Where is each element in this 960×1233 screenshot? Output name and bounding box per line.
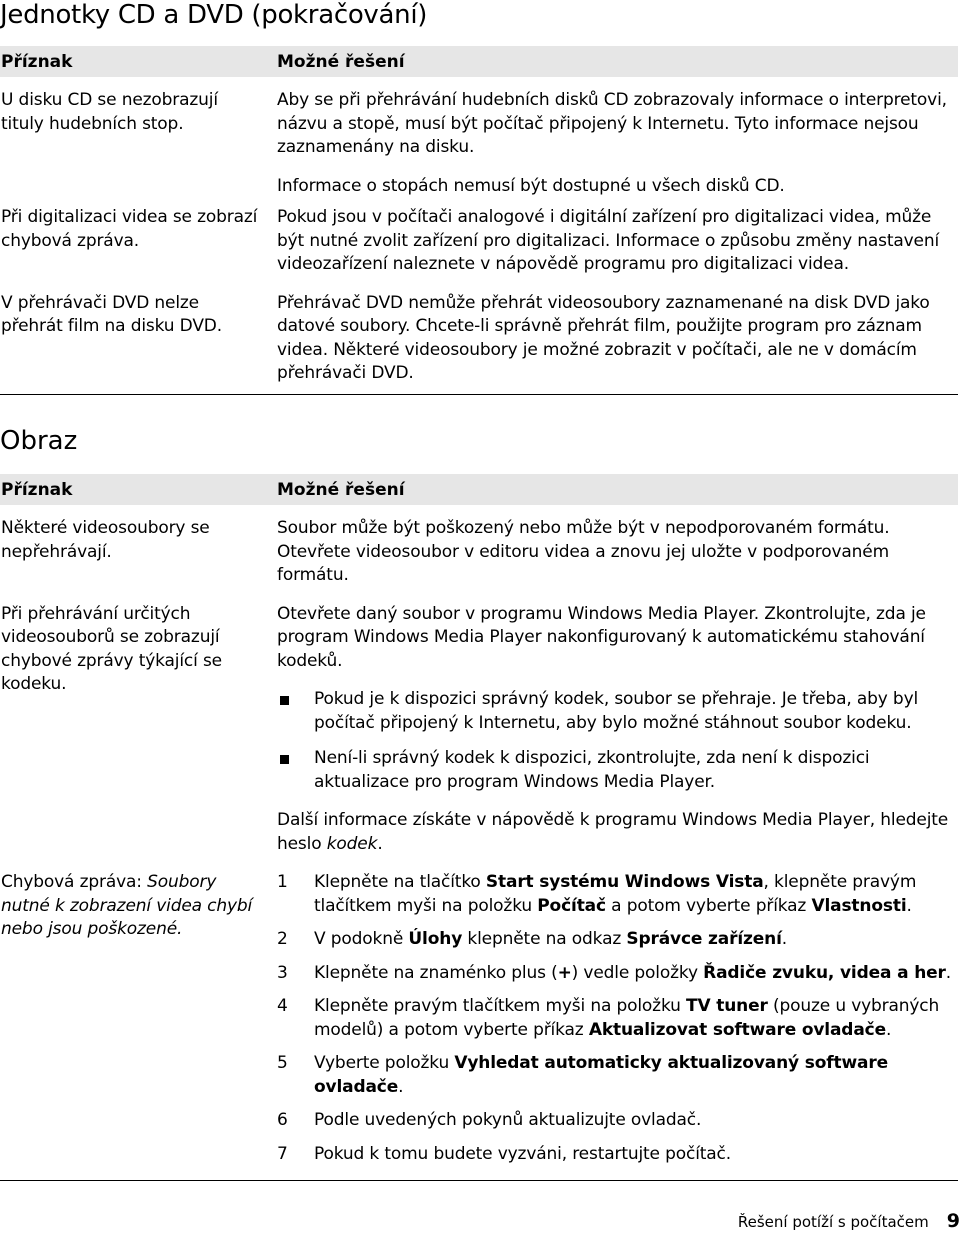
table-divider	[0, 394, 958, 395]
solution-text: Soubor může být poškozený nebo může být v nepodporovaném formátu. Otevřete videosoubor v editoru videa a znovu jej uložte v podporovaném formátu.	[277, 518, 890, 585]
table-row	[0, 517, 958, 603]
table-row	[0, 206, 958, 292]
ui-term: +	[557, 962, 572, 983]
solution-cell	[277, 89, 958, 206]
step-text-part: Pokud k tomu budete vyzváni, restartujte počítač.	[314, 1143, 732, 1164]
solution-text: Aby se při přehrávání hudebních disků CD zobrazovaly informace o interpretovi, názvu a stopě, musí být počítač připojený k Internetu. Tyto informace nejsou zaznamenány na disku.	[277, 90, 947, 157]
steps-list	[277, 871, 958, 1166]
ui-term: Aktualizovat software ovladače	[588, 1019, 886, 1040]
keyword: kodek	[326, 833, 378, 854]
step-number: 2	[277, 929, 288, 949]
step-text-part: (pouze u vybraných modelů) a potom vyberte příkaz	[314, 996, 940, 1040]
step-text-part: a potom vyberte příkaz	[605, 895, 812, 916]
symptom-cell: U disku CD se nezobrazují tituly hudebních stop.	[1, 90, 218, 134]
step-number: 7	[277, 1143, 288, 1164]
ui-term: Vyhledat automaticky aktualizovaný software ovladače	[314, 1053, 888, 1097]
step-item	[277, 995, 958, 1042]
symptom-cell: Při digitalizaci videa se zobrazí chybová zpráva.	[1, 207, 258, 251]
step-text-part: .	[885, 1019, 892, 1040]
solution-cell	[277, 517, 958, 603]
ui-term: Úlohy	[408, 929, 463, 949]
ui-term: Počítač	[537, 895, 606, 916]
bullet-item: Pokud je k dispozici správný kodek, soubor se přehraje. Je třeba, aby byl počítač připojený k Internetu, aby bylo možné stáhnout soubor kodeku.	[277, 688, 958, 735]
table-divider	[0, 1180, 958, 1181]
step-text-part: , klepněte pravým tlačítkem myši na položku	[314, 872, 917, 916]
step-text-part: .	[906, 895, 912, 916]
solution-text: Pokud jsou v počítači analogové i digitální zařízení pro digitalizaci videa, může být nutné zvolit zařízení pro digitalizaci. Informace o způsobu změny nastavení videozařízení naleznete v nápovědě programu pro digitalizaci videa.	[277, 207, 940, 274]
symptom-prefix: Chybová zpráva:	[1, 872, 148, 892]
step-text-part: .	[398, 1076, 404, 1097]
step-item	[277, 871, 958, 918]
ui-term: Start systému Windows Vista	[485, 872, 764, 892]
table-row	[0, 871, 958, 1176]
solution-cell	[277, 603, 958, 872]
cd-dvd-table	[0, 46, 958, 395]
ui-term: Řadiče zvuku, videa a her	[703, 962, 946, 983]
solution-text: Otevřete daný soubor v programu Windows Media Player. Zkontrolujte, zda je program Windows Media Player nakonfigurovaný k automatickému stahování kodeků.	[277, 603, 926, 671]
header-solution: Možné řešení	[277, 51, 405, 72]
solution-text: Informace o stopách nemusí být dostupné u všech disků CD.	[277, 175, 785, 196]
more-info-text: Další informace získáte v nápovědě k programu Windows Media Player, hledejte heslo	[277, 810, 949, 854]
table-row	[0, 603, 958, 872]
symptom-cell	[0, 871, 277, 1176]
step-item	[277, 962, 958, 986]
step-text	[314, 928, 787, 952]
page-footer	[738, 1210, 960, 1232]
step-text	[314, 871, 958, 918]
step-text-part: Podle uvedených pokynů aktualizujte ovladač.	[314, 1110, 702, 1130]
step-text-part: .	[945, 962, 952, 983]
ui-term: TV tuner	[686, 996, 768, 1016]
step-item	[277, 928, 958, 952]
step-text-part: Vyberte položku	[314, 1053, 455, 1073]
step-text-part: klepněte na odkaz	[462, 929, 627, 949]
header-symptom: Příznak	[1, 51, 73, 72]
image-table	[0, 474, 958, 1181]
page-number: 9	[946, 1210, 960, 1232]
step-item	[277, 1052, 958, 1099]
table-header	[0, 46, 958, 77]
page-title: Jednotky CD a DVD (pokračování)	[0, 0, 428, 30]
table-row	[0, 292, 958, 394]
ui-term: Správce zařízení	[626, 929, 782, 949]
bullet-list	[277, 688, 958, 794]
table-header	[0, 474, 958, 505]
step-text	[314, 1052, 958, 1099]
step-item	[277, 1109, 958, 1133]
header-symptom: Příznak	[1, 479, 73, 500]
step-text	[314, 995, 958, 1042]
step-text-part: ) vedle položky	[571, 962, 704, 983]
step-number: 6	[277, 1110, 288, 1130]
solution-text	[277, 809, 958, 856]
ui-term: Vlastnosti	[811, 895, 907, 916]
footer-text: Řešení potíží s počítačem	[737, 1213, 929, 1231]
solution-cell	[277, 292, 958, 394]
step-number: 3	[277, 962, 288, 983]
solution-text: Přehrávač DVD nemůže přehrát videosoubory zaznamenané na disk DVD jako datové soubory. Chcete-li správně přehrát film, použijte program pro záznam videa. Některé videosoubory je možné zobrazit v počítači, ale ne v domácím přehrávači DVD.	[277, 292, 930, 383]
more-info-end: .	[377, 833, 383, 854]
step-text-part: .	[781, 929, 788, 949]
solution-cell	[277, 871, 958, 1176]
step-item	[277, 1143, 958, 1167]
step-text	[314, 1109, 701, 1133]
step-text-part: Klepněte na znaménko plus (	[314, 962, 558, 983]
step-text	[314, 1143, 731, 1167]
step-number: 4	[277, 996, 288, 1016]
symptom-cell: Některé videosoubory se nepřehrávají.	[1, 518, 210, 562]
table-row	[0, 89, 958, 206]
symptom-cell: V přehrávači DVD nelze přehrát film na disku DVD.	[1, 292, 222, 336]
step-number: 1	[277, 872, 288, 892]
step-text-part: Klepněte pravým tlačítkem myši na položku	[314, 996, 687, 1016]
header-solution: Možné řešení	[277, 479, 405, 500]
step-text-part: Klepněte na tlačítko	[314, 872, 486, 892]
step-text-part: V podokně	[314, 929, 409, 949]
solution-cell	[277, 206, 958, 292]
section-title: Obraz	[0, 426, 78, 456]
step-number: 5	[277, 1053, 288, 1073]
step-text	[314, 962, 951, 986]
symptom-cell: Při přehrávání určitých videosouborů se zobrazují chybové zprávy týkající se kodeku.	[1, 603, 222, 694]
error-message: Soubory nutné k zobrazení videa chybí nebo jsou poškozené.	[1, 872, 253, 939]
bullet-item: Není-li správný kodek k dispozici, zkontrolujte, zda není k dispozici aktualizace pro program Windows Media Player.	[277, 747, 958, 794]
